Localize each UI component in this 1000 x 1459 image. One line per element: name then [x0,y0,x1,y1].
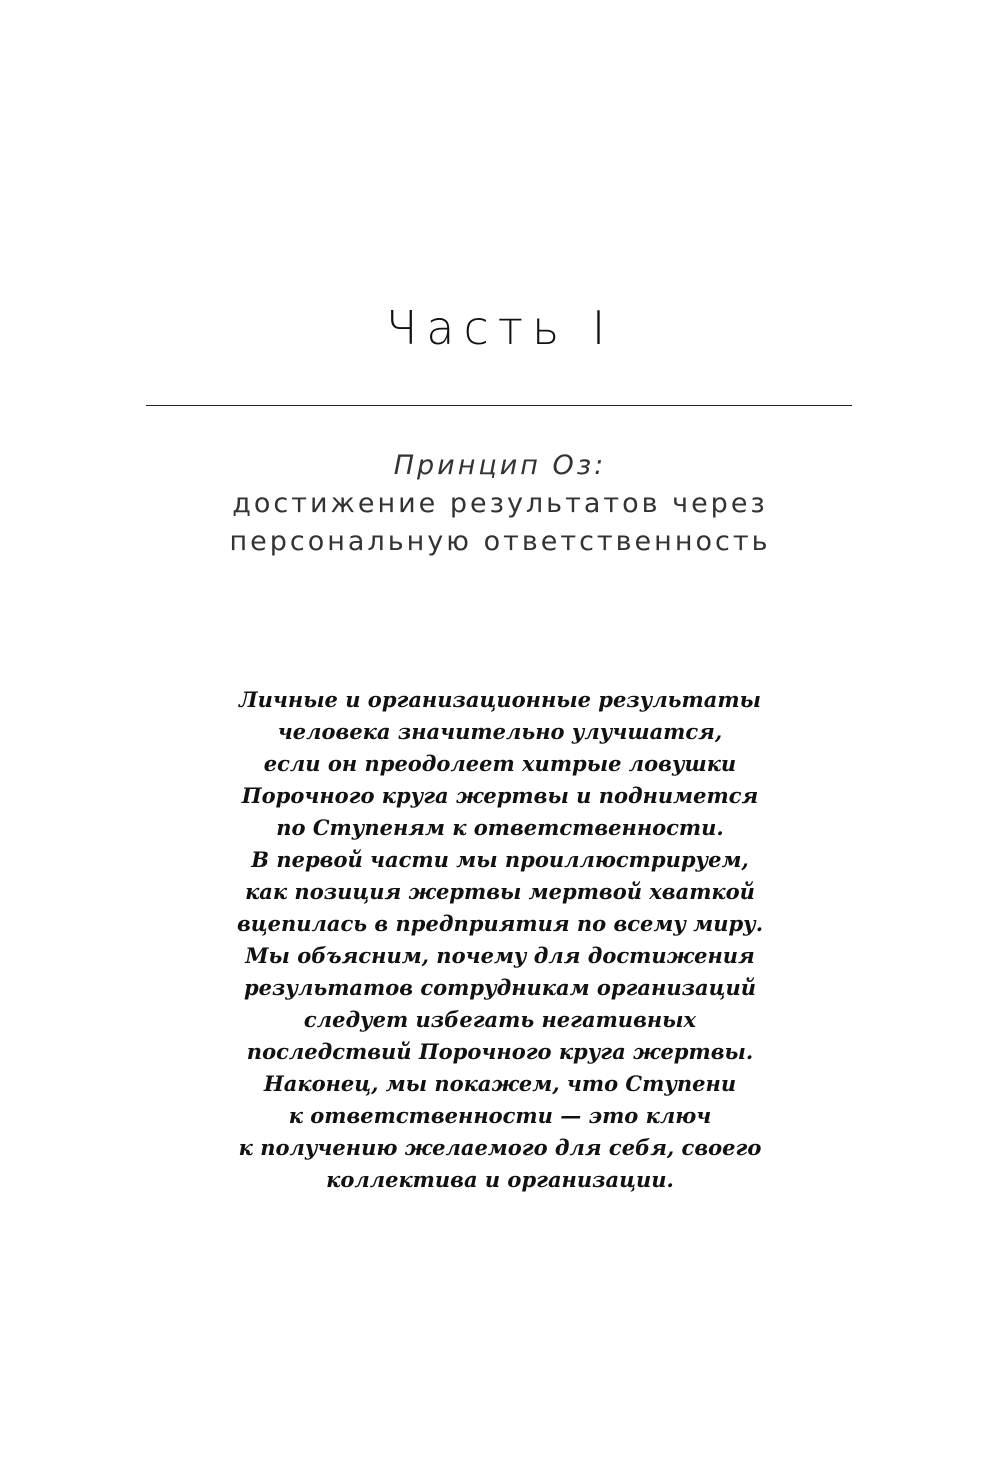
intro-line: к ответственности — это ключ [288,1103,712,1128]
intro-line: последствий Порочного круга жертвы. [246,1039,754,1064]
intro-line: Наконец, мы покажем, что Ступени [263,1071,737,1096]
intro-line: если он преодолеет хитрые ловушки [263,751,737,776]
intro-line: Личные и организационные результаты [239,687,761,712]
intro-line: Порочного круга жертвы и поднимется [241,783,759,808]
part-subtitle [0,447,1000,561]
title-divider [146,405,852,406]
subtitle-line-3: персональную ответственность [229,526,771,557]
subtitle-line-1: Принцип Оз: [393,450,607,481]
intro-line: к получению желаемого для себя, своего [238,1135,762,1160]
intro-line: следует избегать негативных [303,1007,697,1032]
part-title: Часть I [385,301,615,355]
intro-line: Мы объясним, почему для достижения [245,943,755,968]
intro-line: как позиция жертвы мертвой хваткой [245,879,755,904]
intro-line: вцепилась в предприятия по всему миру. [236,911,764,936]
intro-line: В первой части мы проиллюстрируем, [251,847,749,872]
intro-line: результатов сотрудникам организаций [243,975,757,1000]
subtitle-line-2: достижение результатов через [232,488,768,519]
intro-line: коллектива и организации. [326,1167,674,1192]
intro-paragraph [0,684,1000,1196]
intro-line: по Ступеням к ответственности. [276,815,724,840]
intro-line: человека значительно улучшатся, [277,719,723,744]
